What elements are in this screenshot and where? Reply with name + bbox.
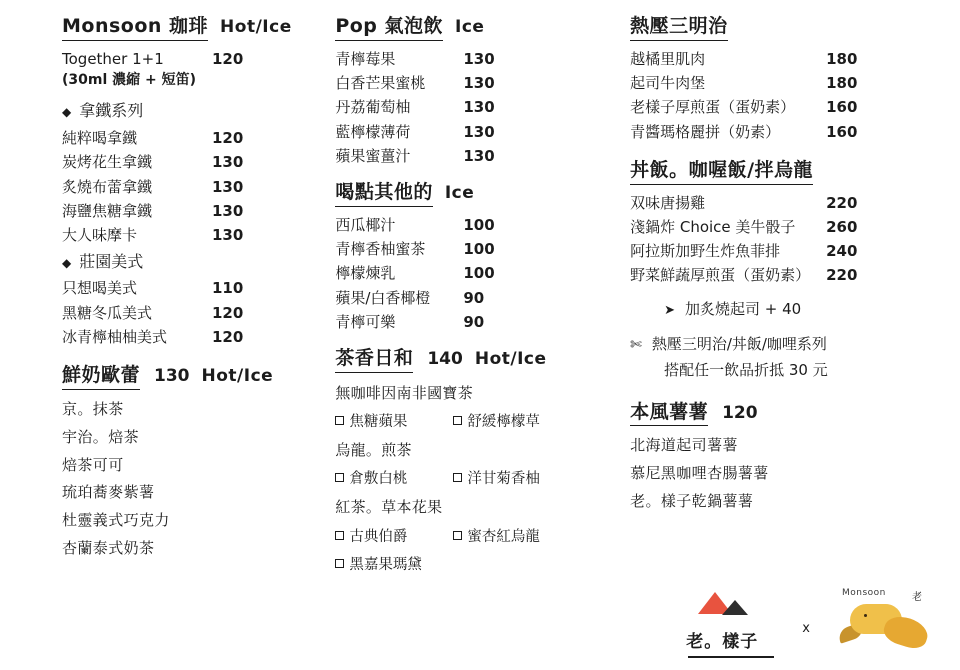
section-temperature-label: Ice xyxy=(444,183,475,204)
tea-option[interactable] xyxy=(453,408,540,436)
checkbox-icon[interactable] xyxy=(453,531,462,540)
tea-option-label: 舒緩檸檬草 xyxy=(467,413,540,430)
section-header-fries xyxy=(630,400,936,427)
drink-others-rows xyxy=(335,213,616,334)
list-item: 京。抹茶 xyxy=(62,400,124,419)
addon-note xyxy=(664,298,936,319)
section-title: 丼飯。咖喔飯/拌烏龍 xyxy=(630,158,813,185)
checkbox-icon[interactable] xyxy=(335,531,344,540)
menu-row xyxy=(335,261,616,285)
tea-option-label: 古典伯爵 xyxy=(349,528,408,545)
logo-x-separator: x xyxy=(802,621,810,636)
section-header-fresh-milk xyxy=(62,363,325,390)
item-name: 青醬瑪格麗拼（奶素） xyxy=(630,122,781,141)
list-item: 宇治。焙茶 xyxy=(62,427,140,446)
item-name: 藍檸檬薄荷 xyxy=(335,122,411,141)
menu-row xyxy=(335,47,616,71)
item-price: 130 xyxy=(463,146,495,165)
item-price: 120 xyxy=(212,328,244,347)
section-price: 120 xyxy=(722,402,758,423)
menu-row xyxy=(630,191,936,215)
menu-row xyxy=(62,276,325,300)
section-temperature-label: Hot/Ice xyxy=(220,17,292,37)
fresh-milk-items xyxy=(62,396,325,563)
item-price: 130 xyxy=(212,177,244,196)
item-name: 炙燒布蕾拿鐵 xyxy=(62,177,153,196)
item-name: 炭烤花生拿鐵 xyxy=(62,153,153,172)
menu-row xyxy=(630,47,936,71)
list-item: 杜靈義式巧克力 xyxy=(62,511,170,530)
logo-right-kanji: 老 xyxy=(912,592,922,603)
section-title: Monsoon 珈琲 xyxy=(62,14,208,41)
fries-items xyxy=(630,432,936,515)
monsoon-coffee-rows xyxy=(62,47,325,350)
menu-row xyxy=(335,237,616,261)
item-price: 130 xyxy=(463,73,495,92)
tea-option-label: 倉敷白桃 xyxy=(349,471,408,488)
item-price: 120 xyxy=(212,129,244,148)
group-label: 拿鐵系列 xyxy=(79,101,144,121)
section-header-tea xyxy=(335,346,616,373)
item-name: Together 1+1 xyxy=(62,49,164,68)
item-name: 丹荔葡萄柚 xyxy=(335,98,411,117)
section-header-hot-press-sandwich xyxy=(630,14,936,41)
item-name: 大人味摩卡 xyxy=(62,226,138,245)
menu-row xyxy=(335,120,616,144)
mountain-small-icon xyxy=(722,600,748,615)
bird-eye-icon xyxy=(864,614,867,617)
footer-logos xyxy=(682,588,938,662)
item-name: 淺鍋炸 Choice 美牛骰子 xyxy=(630,217,796,236)
item-name: 双味唐揚雞 xyxy=(630,193,706,212)
menu-row xyxy=(630,239,936,263)
item-price: 120 xyxy=(212,303,244,322)
menu-row xyxy=(335,95,616,119)
combo-line-2: 搭配任一飲品折抵 30 元 xyxy=(664,361,828,380)
checkbox-icon[interactable] xyxy=(335,416,344,425)
diamond-icon: ◆ xyxy=(62,105,72,120)
pop-soda-rows xyxy=(335,47,616,168)
item-name: 越橘里肌肉 xyxy=(630,49,706,68)
item-price: 220 xyxy=(826,266,858,285)
menu-row xyxy=(62,150,325,174)
combo-note xyxy=(630,331,936,384)
menu-column-1 xyxy=(24,14,325,670)
tea-option-row xyxy=(335,408,616,436)
item-name: 黑糖冬瓜美式 xyxy=(62,303,153,322)
scissors-icon: ✄ xyxy=(630,336,642,353)
group-label: 莊園美式 xyxy=(79,251,144,271)
section-temperature-label: Hot/Ice xyxy=(201,366,274,387)
tea-option-row xyxy=(335,551,616,579)
menu-row xyxy=(630,215,936,239)
item-name: 蘋果蜜薑汁 xyxy=(335,146,411,165)
tea-option[interactable] xyxy=(453,465,540,493)
tea-option[interactable] xyxy=(335,465,453,493)
menu-row xyxy=(630,71,936,95)
tea-option-label: 洋甘菊香柚 xyxy=(467,471,540,488)
sandwich-rows xyxy=(630,47,936,144)
tea-lead-text: 無咖啡因南非國寶茶 xyxy=(335,384,474,403)
item-price: 100 xyxy=(463,264,495,283)
item-name: 阿拉斯加野生炸魚菲排 xyxy=(630,242,781,261)
item-price: 260 xyxy=(826,217,858,236)
arrow-icon: ➤ xyxy=(664,302,675,318)
menu-row xyxy=(62,325,325,349)
item-price: 160 xyxy=(826,122,858,141)
menu-row xyxy=(335,213,616,237)
menu-row xyxy=(630,263,936,287)
section-header-pop-soda xyxy=(335,14,616,41)
item-price: 180 xyxy=(826,73,858,92)
item-price: 120 xyxy=(212,49,244,68)
menu-row xyxy=(62,223,325,247)
item-price: 100 xyxy=(463,240,495,259)
logo-underline xyxy=(688,656,774,658)
tea-option-label: 焦糖蘋果 xyxy=(349,413,408,430)
menu-row xyxy=(62,301,325,325)
tea-option-label: 蜜杏紅烏龍 xyxy=(467,528,540,545)
menu-row xyxy=(335,144,616,168)
section-temperature-label: Hot/Ice xyxy=(474,349,547,370)
menu-row xyxy=(630,95,936,119)
item-name: 野菜鮮蔬厚煎蛋（蛋奶素） xyxy=(630,266,811,285)
item-price: 130 xyxy=(463,122,495,141)
list-item: 焙茶可可 xyxy=(62,455,124,474)
item-price: 130 xyxy=(463,98,495,117)
menu-row xyxy=(62,126,325,150)
item-name: 起司牛肉堡 xyxy=(630,73,706,92)
logo-monsoon xyxy=(826,588,938,662)
item-name: 蘋果/白香椰橙 xyxy=(335,288,431,307)
tea-option-row xyxy=(335,465,616,493)
menu-row xyxy=(62,199,325,223)
section-temperature-label: Ice xyxy=(455,17,485,37)
item-name: 青檸莓果 xyxy=(335,49,396,68)
section-price: 130 xyxy=(154,366,190,387)
addon-label: 加炙燒起司 + 40 xyxy=(684,299,802,318)
list-item: 北海道起司薯薯 xyxy=(630,436,738,455)
logo-left-name: 老。樣子 xyxy=(686,632,759,652)
menu-column-2 xyxy=(325,14,616,670)
section-title: 茶香日和 xyxy=(335,346,413,373)
group-header-americano xyxy=(62,248,325,277)
section-header-rice-curry xyxy=(630,158,936,185)
checkbox-icon[interactable] xyxy=(453,473,462,482)
logo-right-name: Monsoon xyxy=(842,588,886,598)
tea-option[interactable] xyxy=(335,523,453,551)
section-header-drink-others xyxy=(335,180,616,207)
item-price: 240 xyxy=(826,242,858,261)
combo-line-1: 熱壓三明治/丼飯/咖哩系列 xyxy=(651,334,827,353)
menu-row xyxy=(630,120,936,144)
rice-curry-rows xyxy=(630,191,936,384)
item-name: 西瓜椰汁 xyxy=(335,215,396,234)
item-price: 110 xyxy=(212,279,244,298)
list-item: 老。樣子乾鍋薯薯 xyxy=(630,491,754,510)
section-title: 喝點其他的 xyxy=(335,180,433,207)
menu-row xyxy=(335,71,616,95)
item-note: (30ml 濃縮 + 短笛) xyxy=(62,71,197,88)
list-item: 杏蘭泰式奶茶 xyxy=(62,538,155,557)
item-price: 130 xyxy=(212,226,244,245)
menu-column-3 xyxy=(616,14,936,670)
menu-row xyxy=(62,175,325,199)
list-item: 琉珀蕎麥紫薯 xyxy=(62,483,155,502)
menu-row xyxy=(335,286,616,310)
item-name: 只想喝美式 xyxy=(62,279,138,298)
tea-option[interactable] xyxy=(335,551,453,579)
item-price: 220 xyxy=(826,193,858,212)
checkbox-icon[interactable] xyxy=(453,416,462,425)
item-name: 純粹喝拿鐵 xyxy=(62,129,138,148)
diamond-icon: ◆ xyxy=(62,255,72,270)
item-price: 100 xyxy=(463,215,495,234)
group-header-latte xyxy=(62,97,325,126)
tea-option-label: 黑嘉果瑪黛 xyxy=(349,556,422,573)
item-price: 130 xyxy=(463,49,495,68)
item-price: 180 xyxy=(826,49,858,68)
item-name: 檸檬煉乳 xyxy=(335,264,396,283)
tea-category: 烏龍。煎茶 xyxy=(335,440,412,459)
menu-row xyxy=(62,47,325,71)
item-name: 海鹽焦糖拿鐵 xyxy=(62,202,153,221)
section-title: 鮮奶歐蕾 xyxy=(62,363,140,390)
tea-option[interactable] xyxy=(335,408,453,436)
item-price: 160 xyxy=(826,98,858,117)
item-name: 冰青檸柚柚美式 xyxy=(62,328,168,347)
item-price: 90 xyxy=(463,313,485,332)
section-title: Pop 氣泡飲 xyxy=(335,14,443,41)
section-title: 熱壓三明治 xyxy=(630,14,728,41)
section-title: 本風薯薯 xyxy=(630,400,708,427)
checkbox-icon[interactable] xyxy=(335,473,344,482)
item-price: 130 xyxy=(212,153,244,172)
item-name: 老樣子厚煎蛋（蛋奶素） xyxy=(630,98,796,117)
menu-row xyxy=(335,310,616,334)
item-name: 白香芒果蜜桃 xyxy=(335,73,426,92)
tea-option-row xyxy=(335,523,616,551)
checkbox-icon[interactable] xyxy=(335,559,344,568)
list-item: 慕尼黑咖哩杏腸薯薯 xyxy=(630,463,769,482)
item-price: 90 xyxy=(463,288,485,307)
item-price: 130 xyxy=(212,202,244,221)
section-header-monsoon-coffee xyxy=(62,14,325,41)
logo-lao-yang-zi xyxy=(682,588,786,662)
tea-option[interactable] xyxy=(453,523,540,551)
section-price: 140 xyxy=(427,349,463,370)
tea-options xyxy=(335,379,616,579)
item-name: 青檸香柚蜜茶 xyxy=(335,240,426,259)
tea-category: 紅茶。草本花果 xyxy=(335,498,443,517)
item-name: 青檸可樂 xyxy=(335,313,396,332)
